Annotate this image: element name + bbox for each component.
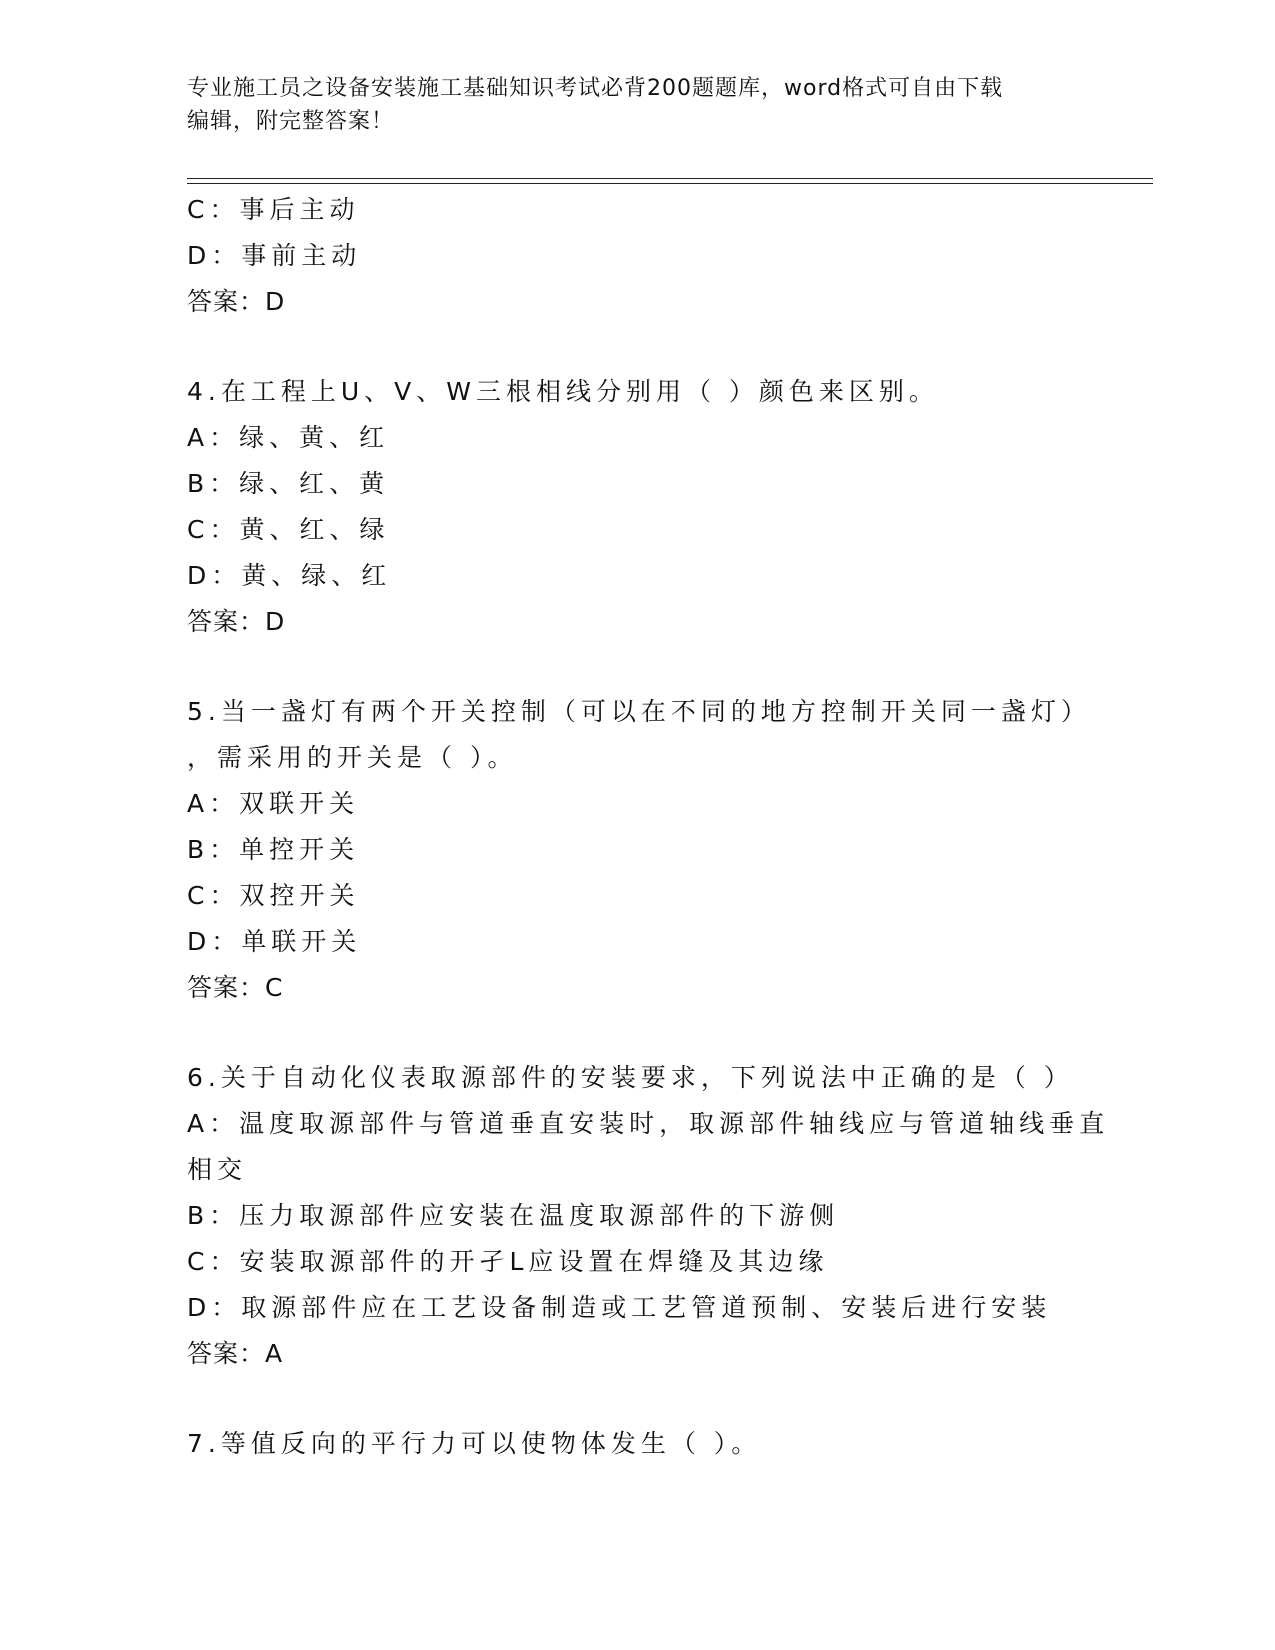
option-b: B：绿、红、黄 xyxy=(187,469,390,498)
question-4 xyxy=(187,369,1127,645)
header-divider-top xyxy=(187,178,1153,179)
option-a-line-2: 相交 xyxy=(187,1155,248,1184)
spacer xyxy=(187,1377,1127,1421)
answer: 答案：D xyxy=(187,287,286,316)
document-header xyxy=(187,72,1087,138)
option-c: C：双控开关 xyxy=(187,881,360,910)
option-b: B：单控开关 xyxy=(187,835,360,864)
header-title-line-1: 专业施工员之设备安装施工基础知识考试必背200题题库，word格式可自由下载 xyxy=(187,76,1004,101)
question-5 xyxy=(187,689,1127,1011)
option-c: C：黄、红、绿 xyxy=(187,515,390,544)
option-b: B：压力取源部件应安装在温度取源部件的下游侧 xyxy=(187,1201,840,1230)
option-d: D：单联开关 xyxy=(187,927,362,956)
header-title-line-2: 编辑，附完整答案！ xyxy=(187,109,395,134)
option-d: D：黄、绿、红 xyxy=(187,561,392,590)
question-stem: 4.在工程上U、V、W三根相线分别用（ ）颜色来区别。 xyxy=(187,377,939,406)
option-d: D：取源部件应在工艺设备制造或工艺管道预制、安装后进行安装 xyxy=(187,1293,1052,1322)
question-list xyxy=(187,187,1127,1467)
question-7 xyxy=(187,1421,1127,1467)
option-c: C：安装取源部件的开孑L应设置在焊缝及其边缘 xyxy=(187,1247,829,1276)
question-3 xyxy=(187,187,1127,325)
question-stem: 7.等值反向的平行力可以使物体发生（ ）。 xyxy=(187,1429,762,1458)
option-a: A：绿、黄、红 xyxy=(187,423,390,452)
question-stem: 6.关于自动化仪表取源部件的安装要求，下列说法中正确的是（ ） xyxy=(187,1063,1074,1092)
option-d: D：事前主动 xyxy=(187,241,362,270)
option-a: A：双联开关 xyxy=(187,789,360,818)
question-6 xyxy=(187,1055,1127,1377)
option-a-line-1: A：温度取源部件与管道垂直安装时，取源部件轴线应与管道轴线垂直 xyxy=(187,1109,1110,1138)
spacer xyxy=(187,325,1127,369)
answer: 答案：D xyxy=(187,607,286,636)
spacer xyxy=(187,645,1127,689)
spacer xyxy=(187,1011,1127,1055)
answer: 答案：C xyxy=(187,973,284,1002)
header-divider-bottom xyxy=(187,183,1153,184)
question-stem-line-1: 5.当一盏灯有两个开关控制（可以在不同的地方控制开关同一盏灯） xyxy=(187,697,1091,726)
question-stem-line-2: ，需采用的开关是（ ）。 xyxy=(187,743,518,772)
answer: 答案：A xyxy=(187,1339,284,1368)
option-c: C：事后主动 xyxy=(187,195,360,224)
